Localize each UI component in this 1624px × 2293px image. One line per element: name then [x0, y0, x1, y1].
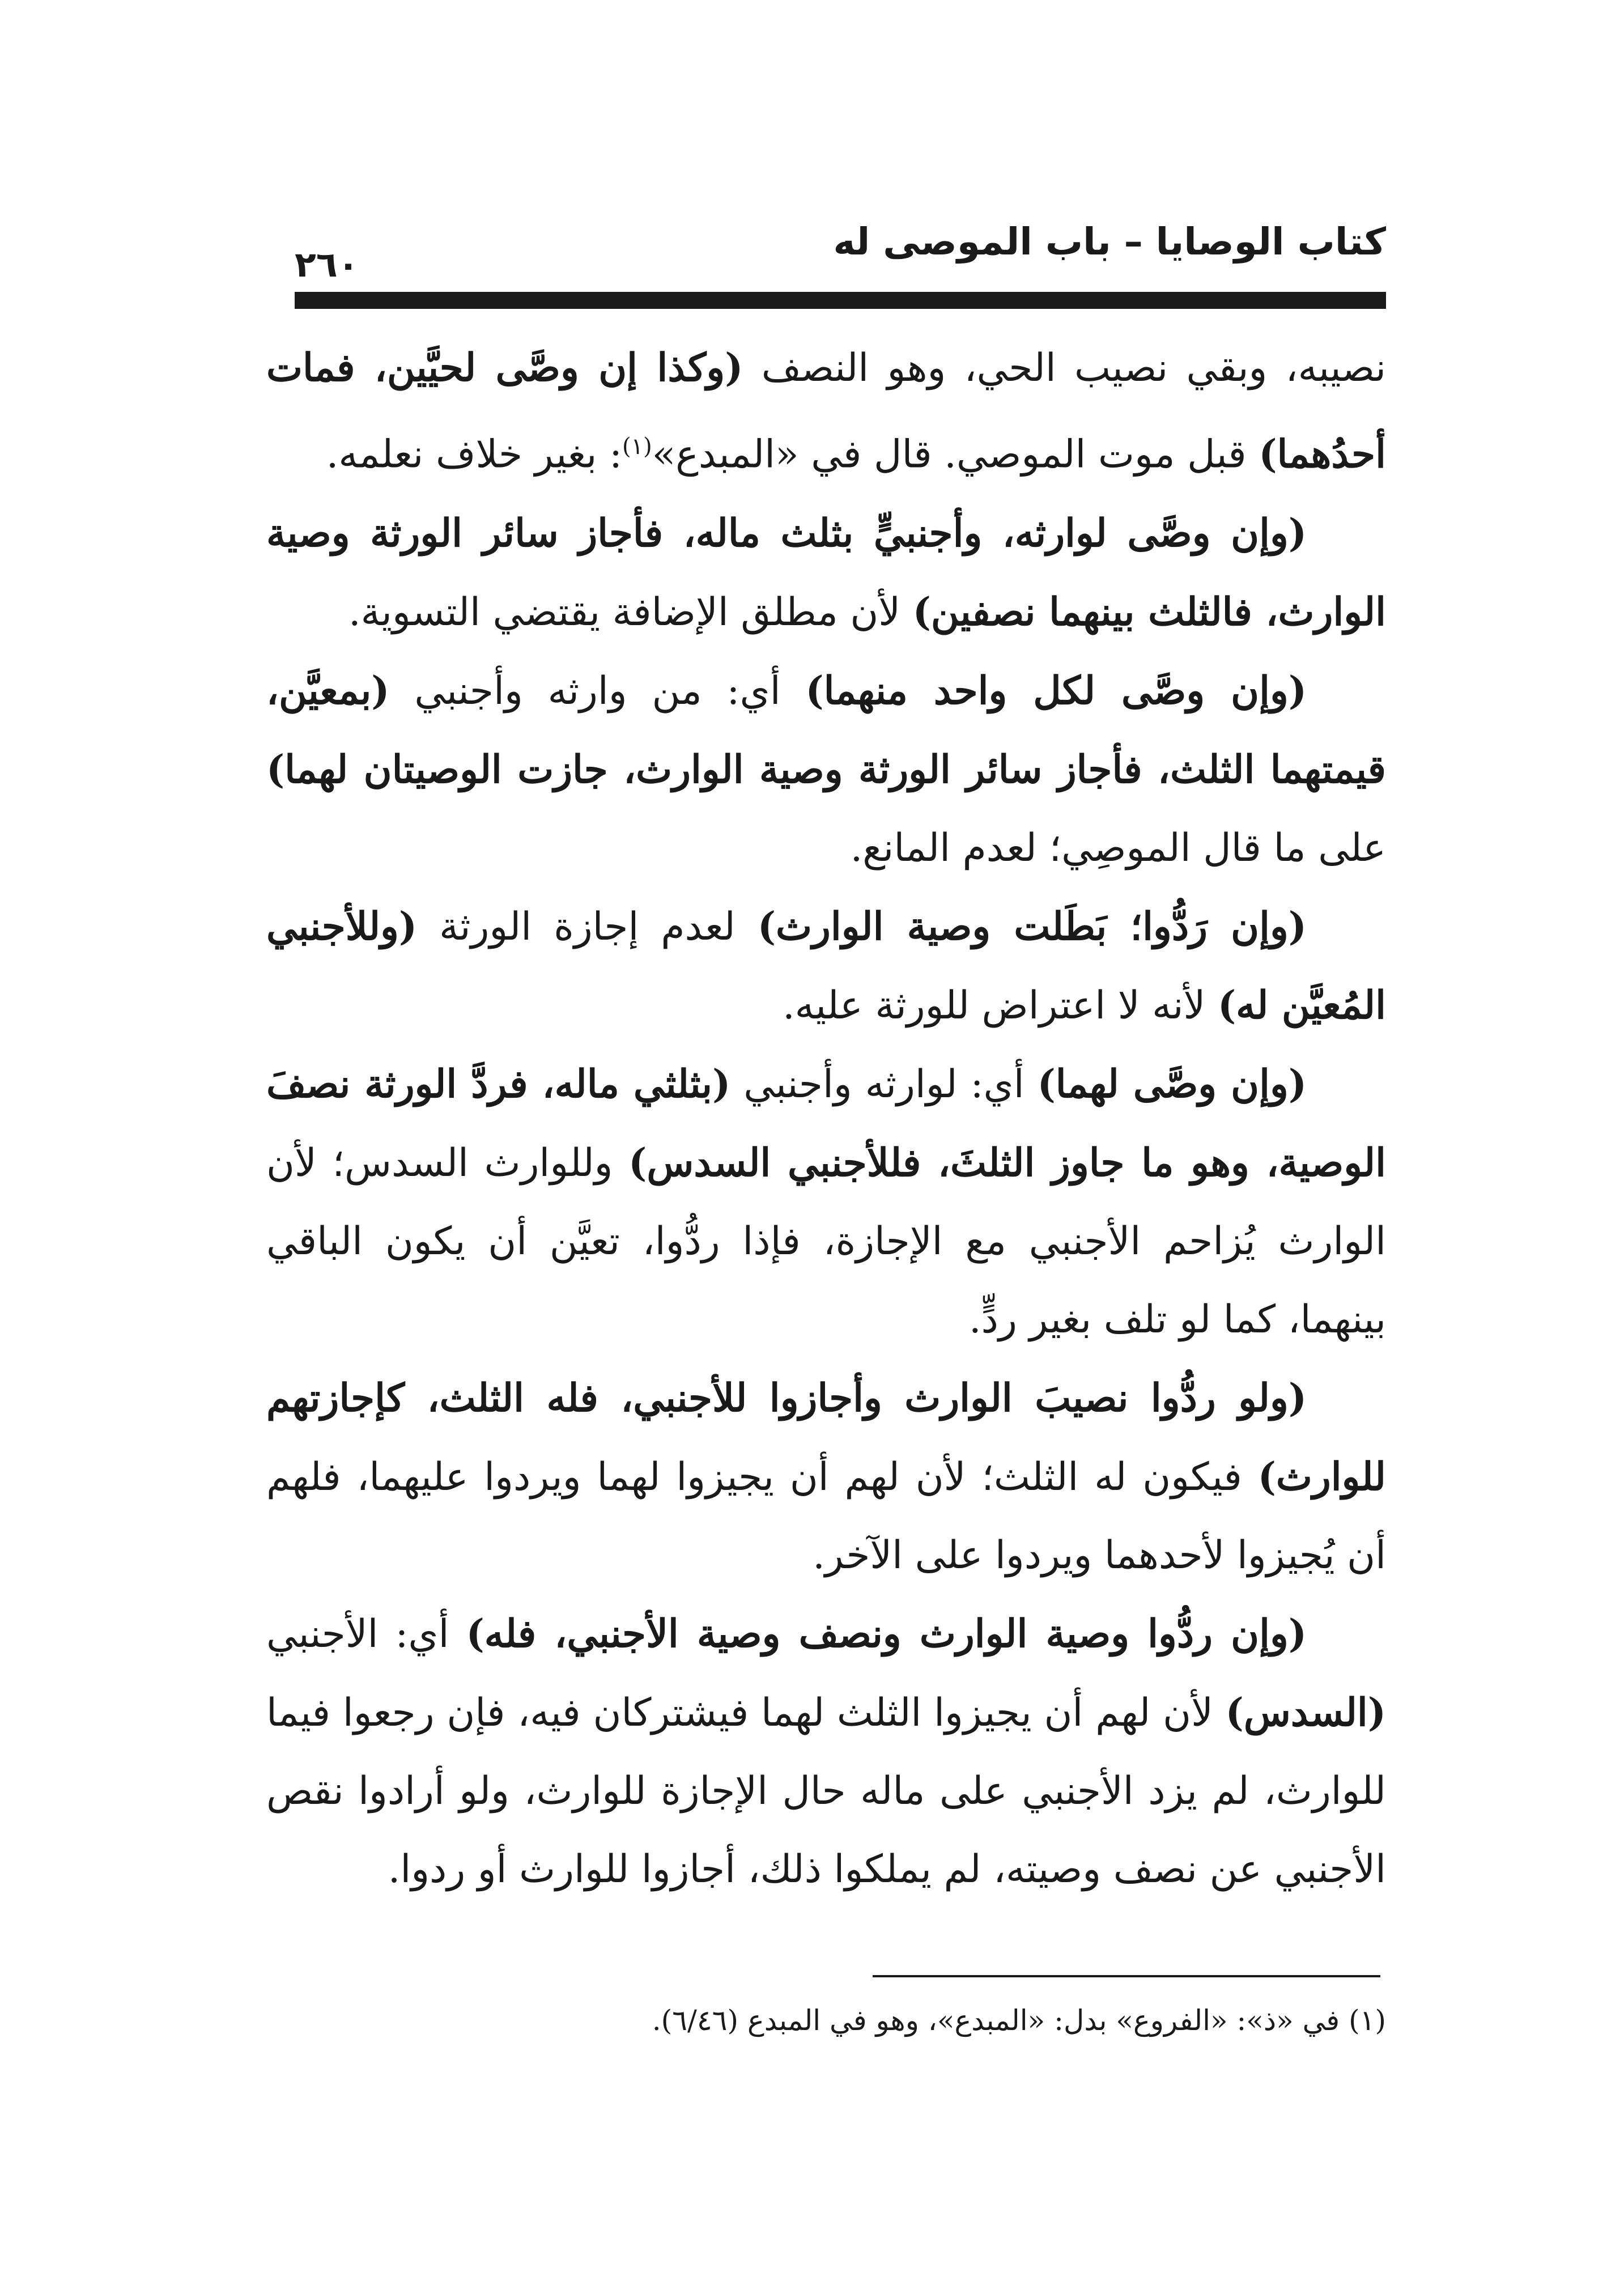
footnote: (١) في «ذ»: «الفروع» بدل: «المبدع»، وهو في المبدع (٦/٤٦).: [652, 2004, 1386, 2037]
paragraph-1: [266, 329, 1386, 494]
paragraph-2: [266, 494, 1386, 652]
paragraph-5-matn-b: (بثلثي ماله، فردَّ الورثة نصفَ الوصية، وهو ما جاوز الثلثَ، فللأجنبي السدس): [266, 1061, 1386, 1186]
paragraph-7: [266, 1595, 1386, 1909]
paragraph-5: [266, 1045, 1386, 1359]
paragraph-4: [266, 888, 1386, 1045]
running-title: كتاب الوصايا – باب الموصى له: [833, 220, 1386, 264]
paragraph-3-matn-a: (وإن وصَّى لكل واحد منهما): [805, 668, 1307, 714]
paragraph-4-text-a: لعدم إجازة الورثة: [417, 904, 758, 949]
paragraph-5-text-a: أي: لوارثه وأجنبي: [730, 1061, 1038, 1107]
paragraph-6-matn: (ولو ردُّوا نصيبَ الوارث وأجازوا للأجنبي، فله الثلث، كإجازتهم للوارث): [266, 1375, 1386, 1500]
paragraph-2-text: لأن مطلق الإضافة يقتضي التسوية.: [348, 589, 913, 635]
header-rule: [295, 292, 1386, 309]
paragraph-7-text-a: أي: الأجنبي: [266, 1611, 466, 1657]
paragraph-7-matn-b: (السدس): [1225, 1689, 1386, 1735]
paragraph-5-text-b: وللوارث السدس؛ لأن الوارث يُزاحم الأجنبي مع الإجازة، فإذا ردُّوا، تعيَّن أن يكون الباقي بينهما، كما لو تلف بغير ردٍّ.: [266, 1140, 1386, 1342]
paragraph-6-text: فيكون له الثلث؛ لأن لهم أن يجيزوا لهما ويردوا عليهما، فلهم أن يُجيزوا لأحدهما ويردوا على الآخر.: [266, 1454, 1386, 1578]
paragraph-2-matn: (وإن وصَّى لوارثه، وأجنبيٍّ بثلث ماله، فأجاز سائر الورثة وصية الوارث، فالثلث بينهما نصفين): [266, 510, 1386, 635]
paragraph-6: [266, 1359, 1386, 1595]
paragraph-1-text-b: قبل موت الموصي. قال في «المبدع»: [652, 432, 1259, 477]
paragraph-1-matn-a: (وكذا إن وصَّى لحيَّين، فمات أحدُهما): [266, 345, 1386, 477]
paragraph-5-matn-a: (وإن وصَّى لهما): [1037, 1061, 1307, 1107]
paragraph-4-matn-a: (وإن رَدُّوا؛ بَطَلت وصية الوارث): [757, 903, 1307, 949]
paragraph-3: [266, 652, 1386, 888]
page-number: ٢٦٠: [295, 244, 359, 285]
footnote-marker: (١): [622, 434, 652, 460]
paragraph-7-matn-a: (وإن ردُّوا وصية الوارث ونصف وصية الأجنبي، فله): [466, 1611, 1307, 1657]
paragraph-3-text-a: أي: من وارثه وأجنبي: [389, 668, 806, 714]
paragraph-3-text-b: على ما قال الموصِي؛ لعدم المانع.: [850, 825, 1386, 871]
paragraph-3-matn-b: (بمعيَّن، قيمتهما الثلث، فأجاز سائر الورثة وصية الوارث، جازت الوصيتان لهما): [266, 668, 1386, 792]
paragraph-1-text-c: : بغير خلاف نعلمه.: [326, 432, 622, 477]
paragraph-1-text-a: نصيبه، وبقي نصيب الحي، وهو النصف: [743, 346, 1386, 390]
paragraph-7-text-b: لأن لهم أن يجيزوا الثلث لهما فيشتركان فيه، فإن رجعوا فيما للوارث، لم يزد الأجنبي على ماله حال الإجازة للوارث، ولو أرادوا نقص الأجنبي عن نصف وصيته، لم يملكوا ذلك، أجازوا للوارث أو ردوا.: [266, 1690, 1386, 1892]
paragraph-4-matn-b: (وللأجنبي المُعيَّن له): [266, 903, 1386, 1028]
footnote-rule: [873, 1975, 1380, 1977]
paragraph-4-text-b: لأنه لا اعتراض للورثة عليه.: [783, 983, 1218, 1028]
main-text: [266, 329, 1386, 1909]
